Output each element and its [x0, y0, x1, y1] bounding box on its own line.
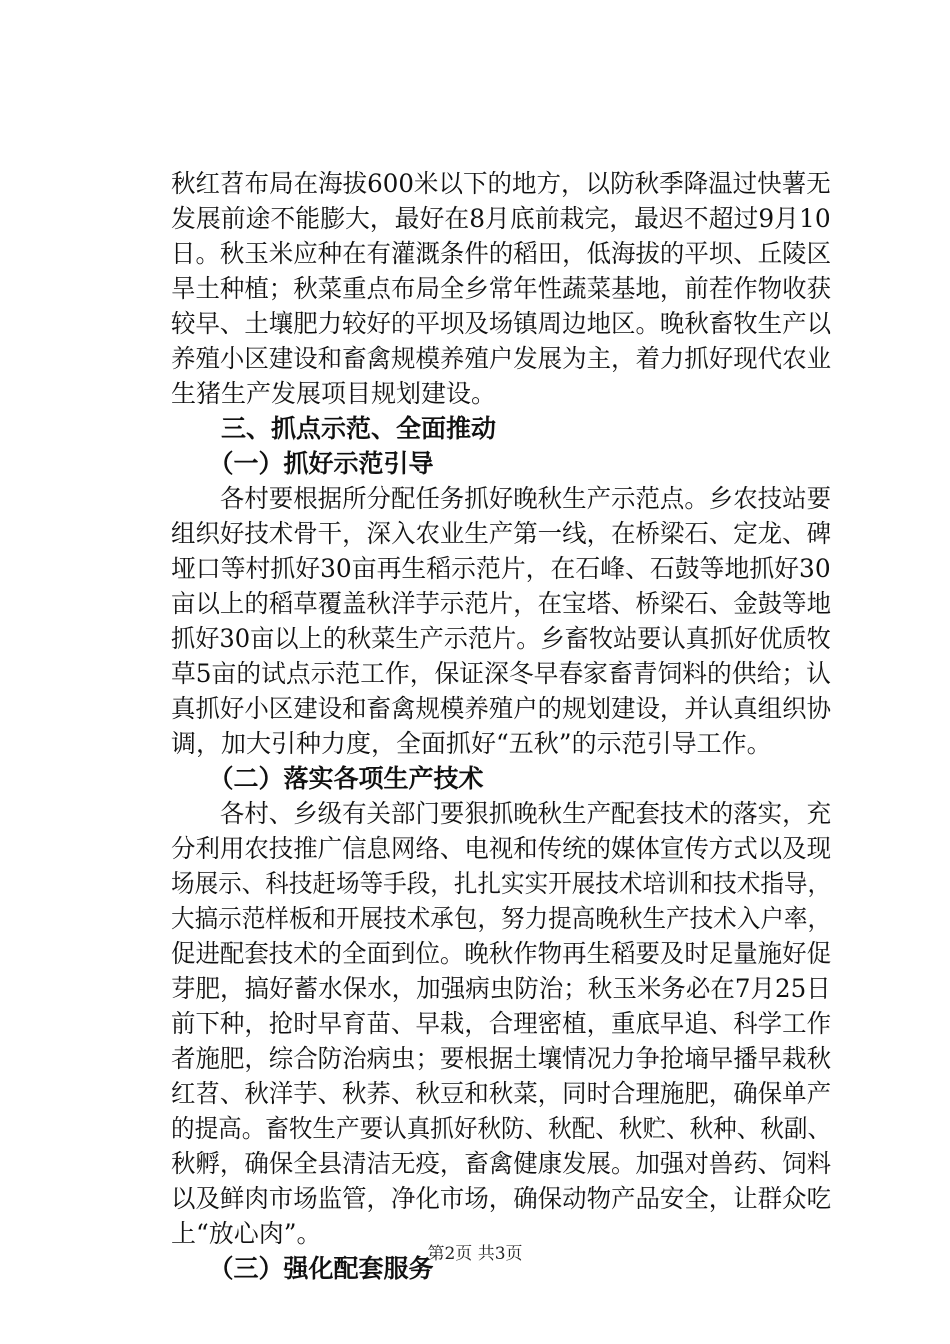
body-line: 各村、乡级有关部门要狠抓晚秋生产配套技术的落实，充 [171, 799, 832, 828]
body-line: 养殖小区建设和畜禽规模养殖户发展为主，着力抓好现代农业 [171, 344, 832, 373]
body-line: 大搞示范样板和开展技术承包，努力提高晚秋生产技术入户率， [171, 904, 832, 933]
subsection-heading: （三）强化配套服务 [171, 1254, 434, 1283]
body-line: 秋孵，确保全县清洁无疫，畜禽健康发展。加强对兽药、饲料 [171, 1149, 832, 1178]
body-line: 真抓好小区建设和畜禽规模养殖户的规划建设，并认真组织协 [171, 694, 832, 723]
body-line: 组织好技术骨干，深入农业生产第一线，在桥梁石、定龙、碑 [171, 519, 832, 548]
body-line: 促进配套技术的全面到位。晚秋作物再生稻要及时足量施好促 [171, 939, 832, 968]
subsection-heading: （二）落实各项生产技术 [171, 764, 484, 793]
body-line: 亩以上的稻草覆盖秋洋芋示范片，在宝塔、桥梁石、金鼓等地 [171, 589, 832, 618]
body-line: 旱土种植；秋菜重点布局全乡常年性蔬菜基地，前茬作物收获 [171, 274, 832, 303]
body-line: 场展示、科技赶场等手段，扎扎实实开展技术培训和技术指导， [171, 869, 832, 898]
body-line: 芽肥，搞好蓄水保水，加强病虫防治；秋玉米务必在7月25日 [171, 974, 831, 1003]
body-line: 日。秋玉米应种在有灌溉条件的稻田，低海拔的平坝、丘陵区 [171, 239, 832, 268]
page-footer [0, 1243, 950, 1265]
body-line: 生猪生产发展项目规划建设。 [171, 379, 497, 408]
body-line: 分利用农技推广信息网络、电视和传统的媒体宣传方式以及现 [171, 834, 832, 863]
body-line: 各村要根据所分配任务抓好晚秋生产示范点。乡农技站要 [171, 484, 832, 513]
body-line: 前下种，抢时早育苗、早栽，合理密植，重底早追、科学工作 [171, 1009, 832, 1038]
body-line: 秋红苕布局在海拔600米以下的地方，以防秋季降温过快薯无 [171, 169, 831, 198]
document-body [171, 166, 831, 1286]
body-line: 调，加大引种力度，全面抓好“五秋”的示范引导工作。 [171, 729, 772, 758]
body-line: 抓好30亩以上的秋菜生产示范片。乡畜牧站要认真抓好优质牧 [171, 624, 831, 653]
body-line: 上“放心肉”。 [171, 1219, 322, 1248]
section-heading: 三、抓点示范、全面推动 [171, 414, 497, 443]
body-line: 以及鲜肉市场监管，净化市场，确保动物产品安全，让群众吃 [171, 1184, 832, 1213]
body-line: 草5亩的试点示范工作，保证深冬早春家畜青饲料的供给；认 [171, 659, 831, 688]
subsection-heading: （一）抓好示范引导 [171, 449, 434, 478]
body-line: 者施肥，综合防治病虫；要根据土壤情况力争抢墒早播早栽秋 [171, 1044, 832, 1073]
body-line: 红苕、秋洋芋、秋荞、秋豆和秋菜，同时合理施肥，确保单产 [171, 1079, 832, 1108]
body-line: 垭口等村抓好30亩再生稻示范片，在石峰、石鼓等地抓好30 [171, 554, 831, 583]
page-number-label: 第2页 共3页 [427, 1244, 523, 1264]
body-line: 的提高。畜牧生产要认真抓好秋防、秋配、秋贮、秋种、秋副、 [171, 1114, 832, 1143]
body-line: 发展前途不能膨大，最好在8月底前栽完，最迟不超过9月10 [171, 204, 831, 233]
body-line: 较早、土壤肥力较好的平坝及场镇周边地区。晚秋畜牧生产以 [171, 309, 832, 338]
